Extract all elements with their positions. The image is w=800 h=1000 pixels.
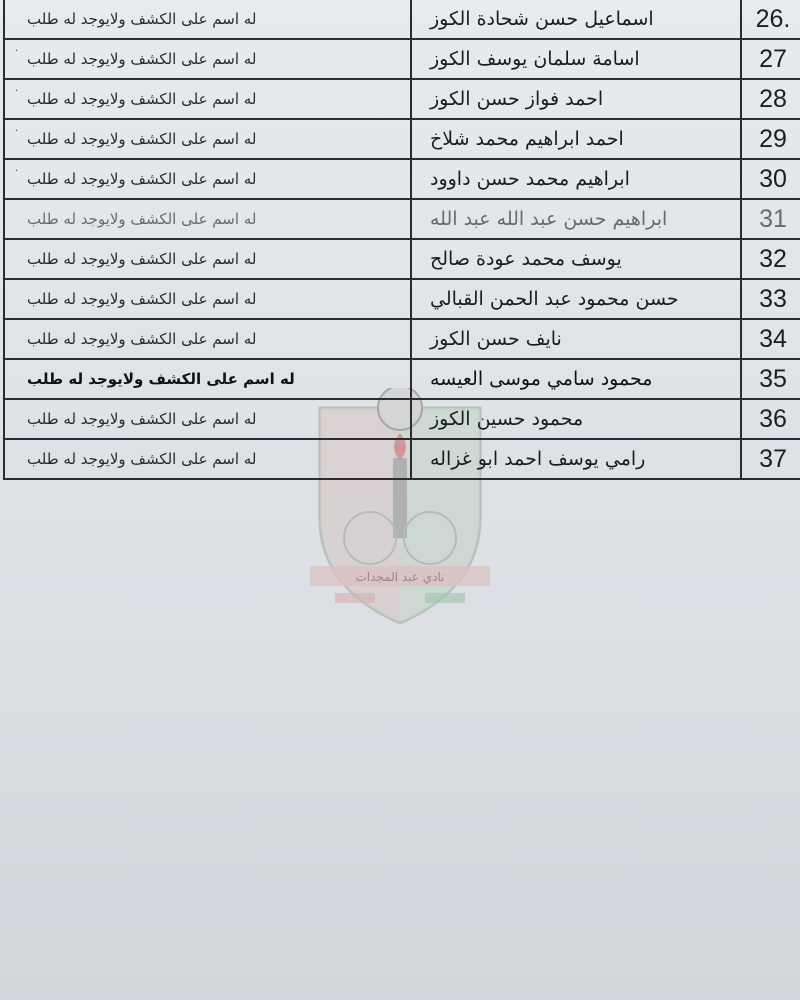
row-number: 31 [741,199,800,239]
row-number: 35 [741,359,800,399]
table-row [4,439,800,479]
table-row [4,79,800,119]
scan-shadow [0,620,800,1000]
status-text: له اسم على الكشف ولايوجد له طلب [27,250,257,268]
person-name: احمد فواز حسن الكوز [430,88,604,110]
status-text: له اسم على الكشف ولايوجد له طلب [27,450,257,468]
name-cell [411,0,741,39]
status-text: له اسم على الكشف ولايوجد له طلب [27,50,257,68]
watermark-caption: نادي عبد المجدات [355,570,445,584]
name-cell [411,39,741,79]
person-name: احمد ابراهيم محمد شلاخ [430,128,624,150]
status-text: له اسم على الكشف ولايوجد له طلب [27,330,257,348]
person-name: اسماعيل حسن شحادة الكوز [430,8,654,30]
row-number: 34 [741,319,800,359]
status-text: له اسم على الكشف ولايوجد له طلب [27,210,257,228]
name-cell [411,239,741,279]
row-number: 28 [741,79,800,119]
status-cell [4,79,411,119]
person-name: ابراهيم حسن عبد الله عبد الله [430,208,668,230]
status-text: له اسم على الكشف ولايوجد له طلب [27,290,257,308]
status-text: له اسم على الكشف ولايوجد له طلب [27,90,257,108]
status-text: له اسم على الكشف ولايوجد له طلب [27,370,295,388]
table-row [4,399,800,439]
row-number: 32 [741,239,800,279]
person-name: محمود سامي موسى العيسه [430,368,653,390]
status-text: له اسم على الكشف ولايوجد له طلب [27,410,257,428]
status-cell [4,39,411,79]
status-cell [4,159,411,199]
person-name: يوسف محمد عودة صالح [430,248,622,270]
names-table [3,0,800,480]
status-cell [4,319,411,359]
status-text: له اسم على الكشف ولايوجد له طلب [27,130,257,148]
person-name: حسن محمود عبد الحمن القبالي [430,288,679,310]
table-row [4,199,800,239]
person-name: ابراهيم محمد حسن داوود [430,168,630,190]
name-cell [411,439,741,479]
person-name: رامي يوسف احمد ابو غزاله [430,448,646,470]
row-number: 36 [741,399,800,439]
status-cell [4,119,411,159]
table-row [4,359,800,399]
name-cell [411,359,741,399]
person-name: نايف حسن الكوز [430,328,562,350]
tick-mark: · [15,166,19,177]
row-number: 37 [741,439,800,479]
table-row [4,319,800,359]
tick-mark: · [15,86,19,97]
name-cell [411,319,741,359]
status-cell [4,239,411,279]
row-number: 30 [741,159,800,199]
tick-mark: · [15,46,19,57]
table-row [4,0,800,39]
name-cell [411,399,741,439]
row-number: 26. [741,0,800,39]
status-cell [4,0,411,39]
status-cell [4,439,411,479]
name-cell [411,79,741,119]
table-row [4,279,800,319]
name-cell [411,279,741,319]
status-cell [4,279,411,319]
status-text: له اسم على الكشف ولايوجد له طلب [27,10,257,28]
status-cell [4,359,411,399]
row-number: 29 [741,119,800,159]
table-row [4,159,800,199]
person-name: محمود حسين الكوز [430,408,584,430]
name-cell [411,119,741,159]
table-row [4,39,800,79]
person-name: اسامة سلمان يوسف الكوز [430,48,640,70]
status-text: له اسم على الكشف ولايوجد له طلب [27,170,257,188]
name-cell [411,199,741,239]
row-number: 33 [741,279,800,319]
table-row [4,119,800,159]
tick-mark: · [15,126,19,137]
row-number: 27 [741,39,800,79]
name-cell [411,159,741,199]
status-cell [4,199,411,239]
status-cell [4,399,411,439]
table-row [4,239,800,279]
